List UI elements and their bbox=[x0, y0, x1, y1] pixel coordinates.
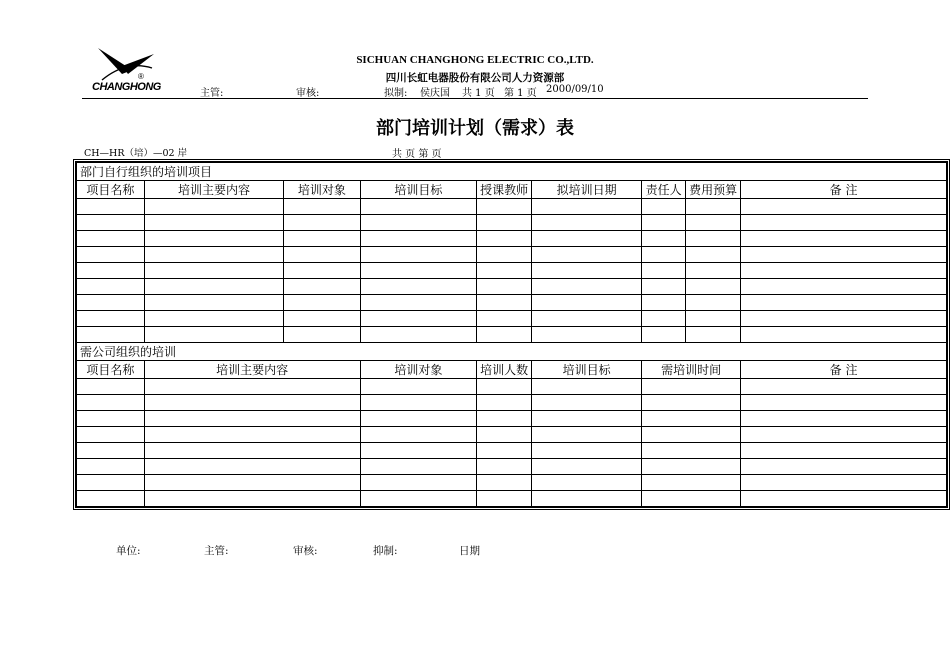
dept-training-input-cell[interactable] bbox=[686, 199, 741, 215]
dept-training-input-cell[interactable] bbox=[284, 247, 360, 263]
company-training-input-cell[interactable] bbox=[741, 395, 947, 411]
footer-drafter-label: 抑制: bbox=[373, 545, 398, 557]
company-training-input-cell[interactable] bbox=[477, 411, 532, 427]
company-training-input-cell[interactable] bbox=[642, 411, 741, 427]
dept-training-input-cell[interactable] bbox=[77, 279, 145, 295]
dept-training-table-row bbox=[77, 263, 947, 279]
company-training-column-header: 培训目标 bbox=[532, 361, 642, 379]
dept-training-input-cell[interactable] bbox=[477, 327, 532, 343]
company-training-input-cell[interactable] bbox=[477, 491, 532, 507]
dept-training-input-cell[interactable] bbox=[477, 199, 532, 215]
company-training-input-cell[interactable] bbox=[77, 491, 145, 507]
dept-training-input-cell[interactable] bbox=[532, 279, 642, 295]
dept-training-input-cell[interactable] bbox=[477, 215, 532, 231]
company-training-table-row bbox=[77, 475, 947, 491]
dept-training-input-cell[interactable] bbox=[532, 263, 642, 279]
dept-training-input-cell[interactable] bbox=[642, 311, 686, 327]
dept-training-input-cell[interactable] bbox=[686, 295, 741, 311]
dept-training-input-cell[interactable] bbox=[741, 327, 947, 343]
dept-training-input-cell[interactable] bbox=[144, 279, 284, 295]
dept-training-input-cell[interactable] bbox=[77, 311, 145, 327]
dept-training-input-cell[interactable] bbox=[686, 327, 741, 343]
dept-training-input-cell[interactable] bbox=[686, 279, 741, 295]
dept-training-input-cell[interactable] bbox=[642, 199, 686, 215]
company-training-input-cell[interactable] bbox=[477, 395, 532, 411]
dept-training-input-cell[interactable] bbox=[360, 263, 476, 279]
company-name-cn: 四川长虹电器股份有限公司人力资源部 bbox=[385, 72, 565, 84]
training-table bbox=[76, 162, 947, 507]
dept-training-input-cell[interactable] bbox=[77, 215, 145, 231]
dept-training-input-cell[interactable] bbox=[642, 279, 686, 295]
dept-training-input-cell[interactable] bbox=[284, 199, 360, 215]
dept-training-input-cell[interactable] bbox=[686, 311, 741, 327]
company-training-input-cell[interactable] bbox=[144, 443, 360, 459]
header-supervisor-label: 主管: bbox=[200, 88, 224, 99]
logo-text: CHANGHONG bbox=[92, 81, 161, 93]
dept-training-input-cell[interactable] bbox=[686, 263, 741, 279]
company-training-column-header: 需培训时间 bbox=[642, 361, 741, 379]
company-training-input-cell[interactable] bbox=[77, 427, 145, 443]
company-training-input-cell[interactable] bbox=[144, 427, 360, 443]
company-training-input-cell[interactable] bbox=[477, 443, 532, 459]
dept-training-input-cell[interactable] bbox=[284, 231, 360, 247]
company-training-input-cell[interactable] bbox=[741, 443, 947, 459]
dept-training-table-row bbox=[77, 231, 947, 247]
company-training-input-cell[interactable] bbox=[360, 379, 476, 395]
dept-training-input-cell[interactable] bbox=[532, 231, 642, 247]
dept-training-input-cell[interactable] bbox=[284, 263, 360, 279]
page-count: 共 页 第 页 bbox=[392, 149, 442, 160]
dept-training-input-cell[interactable] bbox=[77, 295, 145, 311]
dept-training-input-cell[interactable] bbox=[741, 263, 947, 279]
company-training-column-header: 项目名称 bbox=[77, 361, 145, 379]
dept-training-input-cell[interactable] bbox=[741, 311, 947, 327]
dept-training-input-cell[interactable] bbox=[144, 263, 284, 279]
dept-training-input-cell[interactable] bbox=[477, 311, 532, 327]
company-training-input-cell[interactable] bbox=[77, 379, 145, 395]
company-training-column-header: 培训主要内容 bbox=[144, 361, 360, 379]
dept-training-input-cell[interactable] bbox=[741, 295, 947, 311]
company-training-input-cell[interactable] bbox=[360, 411, 476, 427]
dept-training-input-cell[interactable] bbox=[532, 311, 642, 327]
company-training-column-header: 培训对象 bbox=[360, 361, 476, 379]
dept-training-input-cell[interactable] bbox=[144, 215, 284, 231]
dept-training-input-cell[interactable] bbox=[532, 247, 642, 263]
header-reviewer-label: 审核: bbox=[296, 88, 320, 99]
dept-training-input-cell[interactable] bbox=[284, 327, 360, 343]
dept-training-input-cell[interactable] bbox=[477, 231, 532, 247]
company-training-input-cell[interactable] bbox=[741, 379, 947, 395]
dept-training-input-cell[interactable] bbox=[642, 231, 686, 247]
dept-training-input-cell[interactable] bbox=[144, 311, 284, 327]
company-training-table-row bbox=[77, 379, 947, 395]
dept-training-column-header: 责任人 bbox=[642, 181, 686, 199]
company-training-column-header: 培训人数 bbox=[477, 361, 532, 379]
company-name-en: SICHUAN CHANGHONG ELECTRIC CO.,LTD. bbox=[356, 54, 594, 66]
dept-training-input-cell[interactable] bbox=[284, 295, 360, 311]
company-training-input-cell[interactable] bbox=[532, 443, 642, 459]
company-training-table-row bbox=[77, 395, 947, 411]
dept-training-column-header: 授课教师 bbox=[477, 181, 532, 199]
dept-training-column-header: 拟培训日期 bbox=[532, 181, 642, 199]
header-divider bbox=[82, 98, 868, 99]
training-plan-form bbox=[73, 159, 950, 510]
dept-training-input-cell[interactable] bbox=[532, 215, 642, 231]
dept-training-input-cell[interactable] bbox=[360, 199, 476, 215]
company-training-table-row bbox=[77, 411, 947, 427]
company-training-input-cell[interactable] bbox=[77, 459, 145, 475]
header-page-number: 第 1 页 bbox=[504, 88, 537, 99]
company-training-table-row bbox=[77, 491, 947, 507]
dept-training-table-row bbox=[77, 295, 947, 311]
company-training-input-cell[interactable] bbox=[77, 475, 145, 491]
company-training-input-cell[interactable] bbox=[144, 459, 360, 475]
company-training-title-row bbox=[77, 343, 947, 361]
dept-training-table-row bbox=[77, 199, 947, 215]
dept-training-input-cell[interactable] bbox=[360, 247, 476, 263]
dept-training-input-cell[interactable] bbox=[532, 295, 642, 311]
dept-training-input-cell[interactable] bbox=[642, 247, 686, 263]
dept-training-input-cell[interactable] bbox=[144, 199, 284, 215]
dept-training-input-cell[interactable] bbox=[741, 247, 947, 263]
dept-training-column-header: 培训主要内容 bbox=[144, 181, 284, 199]
dept-training-input-cell[interactable] bbox=[77, 199, 145, 215]
dept-training-table-row bbox=[77, 279, 947, 295]
company-training-input-cell[interactable] bbox=[360, 491, 476, 507]
dept-training-input-cell[interactable] bbox=[284, 215, 360, 231]
dept-training-input-cell[interactable] bbox=[144, 247, 284, 263]
dept-training-input-cell[interactable] bbox=[477, 295, 532, 311]
company-training-input-cell[interactable] bbox=[642, 395, 741, 411]
company-training-input-cell[interactable] bbox=[144, 475, 360, 491]
company-training-input-cell[interactable] bbox=[532, 427, 642, 443]
dept-training-input-cell[interactable] bbox=[686, 231, 741, 247]
dept-training-input-cell[interactable] bbox=[144, 327, 284, 343]
company-training-column-header: 备 注 bbox=[741, 361, 947, 379]
registered-mark: ® bbox=[138, 72, 144, 81]
dept-training-input-cell[interactable] bbox=[360, 231, 476, 247]
dept-training-column-header: 备 注 bbox=[741, 181, 947, 199]
company-training-input-cell[interactable] bbox=[360, 427, 476, 443]
dept-training-input-cell[interactable] bbox=[642, 327, 686, 343]
dept-training-input-cell[interactable] bbox=[284, 311, 360, 327]
dept-training-header-row bbox=[77, 181, 947, 199]
header-drafter-label: 拟制: bbox=[384, 88, 408, 99]
dept-training-input-cell[interactable] bbox=[477, 247, 532, 263]
company-training-input-cell[interactable] bbox=[144, 491, 360, 507]
dept-training-input-cell[interactable] bbox=[642, 295, 686, 311]
dept-training-input-cell[interactable] bbox=[77, 231, 145, 247]
dept-training-input-cell[interactable] bbox=[642, 263, 686, 279]
company-training-table-row bbox=[77, 443, 947, 459]
company-training-input-cell[interactable] bbox=[642, 475, 741, 491]
company-training-input-cell[interactable] bbox=[477, 459, 532, 475]
company-training-table-row bbox=[77, 427, 947, 443]
footer-supervisor-label: 主管: bbox=[204, 545, 229, 557]
footer-date-label: 日期 bbox=[459, 545, 480, 557]
dept-training-title-row bbox=[77, 163, 947, 181]
dept-training-input-cell[interactable] bbox=[477, 263, 532, 279]
dept-training-table-row bbox=[77, 247, 947, 263]
dept-training-input-cell[interactable] bbox=[686, 215, 741, 231]
dept-training-column-header: 培训目标 bbox=[360, 181, 476, 199]
dept-training-input-cell[interactable] bbox=[741, 215, 947, 231]
company-training-input-cell[interactable] bbox=[741, 411, 947, 427]
dept-training-input-cell[interactable] bbox=[360, 215, 476, 231]
company-training-input-cell[interactable] bbox=[741, 459, 947, 475]
dept-training-column-header: 培训对象 bbox=[284, 181, 360, 199]
dept-training-input-cell[interactable] bbox=[741, 199, 947, 215]
company-training-header-row bbox=[77, 361, 947, 379]
company-training-input-cell[interactable] bbox=[477, 427, 532, 443]
company-training-input-cell[interactable] bbox=[642, 459, 741, 475]
dept-training-input-cell[interactable] bbox=[77, 263, 145, 279]
company-training-table-row bbox=[77, 459, 947, 475]
header-date: 2000/09/10 bbox=[546, 84, 604, 95]
dept-training-input-cell[interactable] bbox=[642, 215, 686, 231]
dept-training-table-row bbox=[77, 215, 947, 231]
dept-training-input-cell[interactable] bbox=[360, 311, 476, 327]
company-training-title: 需公司组织的培训 bbox=[77, 343, 947, 361]
company-training-input-cell[interactable] bbox=[532, 491, 642, 507]
dept-training-input-cell[interactable] bbox=[360, 327, 476, 343]
dept-training-input-cell[interactable] bbox=[532, 199, 642, 215]
company-training-input-cell[interactable] bbox=[360, 443, 476, 459]
company-training-input-cell[interactable] bbox=[532, 459, 642, 475]
dept-training-column-header: 项目名称 bbox=[77, 181, 145, 199]
dept-training-table-row bbox=[77, 327, 947, 343]
company-training-input-cell[interactable] bbox=[642, 427, 741, 443]
page-title: 部门培训计划（需求）表 bbox=[376, 118, 574, 139]
company-training-input-cell[interactable] bbox=[642, 443, 741, 459]
header-drafter-name: 侯庆国 bbox=[420, 88, 450, 99]
company-training-input-cell[interactable] bbox=[532, 379, 642, 395]
dept-training-input-cell[interactable] bbox=[284, 279, 360, 295]
company-training-input-cell[interactable] bbox=[77, 395, 145, 411]
document-code: CH—HR（培）—02 岸 bbox=[84, 148, 188, 159]
company-training-input-cell[interactable] bbox=[144, 395, 360, 411]
company-training-input-cell[interactable] bbox=[741, 427, 947, 443]
company-training-input-cell[interactable] bbox=[532, 395, 642, 411]
dept-training-input-cell[interactable] bbox=[360, 279, 476, 295]
company-training-input-cell[interactable] bbox=[360, 475, 476, 491]
company-training-input-cell[interactable] bbox=[77, 411, 145, 427]
company-training-input-cell[interactable] bbox=[532, 411, 642, 427]
company-training-input-cell[interactable] bbox=[477, 379, 532, 395]
dept-training-input-cell[interactable] bbox=[144, 231, 284, 247]
company-training-input-cell[interactable] bbox=[642, 379, 741, 395]
dept-training-column-header: 费用预算 bbox=[686, 181, 741, 199]
dept-training-input-cell[interactable] bbox=[477, 279, 532, 295]
company-training-input-cell[interactable] bbox=[532, 475, 642, 491]
company-training-input-cell[interactable] bbox=[360, 395, 476, 411]
company-training-input-cell[interactable] bbox=[360, 459, 476, 475]
dept-training-input-cell[interactable] bbox=[686, 247, 741, 263]
dept-training-input-cell[interactable] bbox=[741, 279, 947, 295]
header-pages-total: 共 1 页 bbox=[462, 88, 495, 99]
dept-training-input-cell[interactable] bbox=[77, 247, 145, 263]
dept-training-input-cell[interactable] bbox=[360, 295, 476, 311]
company-training-input-cell[interactable] bbox=[741, 475, 947, 491]
company-training-input-cell[interactable] bbox=[144, 379, 360, 395]
dept-training-table-row bbox=[77, 311, 947, 327]
dept-training-title: 部门自行组织的培训项目 bbox=[77, 163, 947, 181]
company-training-input-cell[interactable] bbox=[642, 491, 741, 507]
footer-unit-label: 单位: bbox=[116, 545, 141, 557]
company-training-input-cell[interactable] bbox=[741, 491, 947, 507]
company-training-input-cell[interactable] bbox=[144, 411, 360, 427]
dept-training-input-cell[interactable] bbox=[77, 327, 145, 343]
dept-training-input-cell[interactable] bbox=[532, 327, 642, 343]
footer-reviewer-label: 审核: bbox=[293, 545, 318, 557]
dept-training-input-cell[interactable] bbox=[144, 295, 284, 311]
company-training-input-cell[interactable] bbox=[77, 443, 145, 459]
dept-training-input-cell[interactable] bbox=[741, 231, 947, 247]
company-training-input-cell[interactable] bbox=[477, 475, 532, 491]
